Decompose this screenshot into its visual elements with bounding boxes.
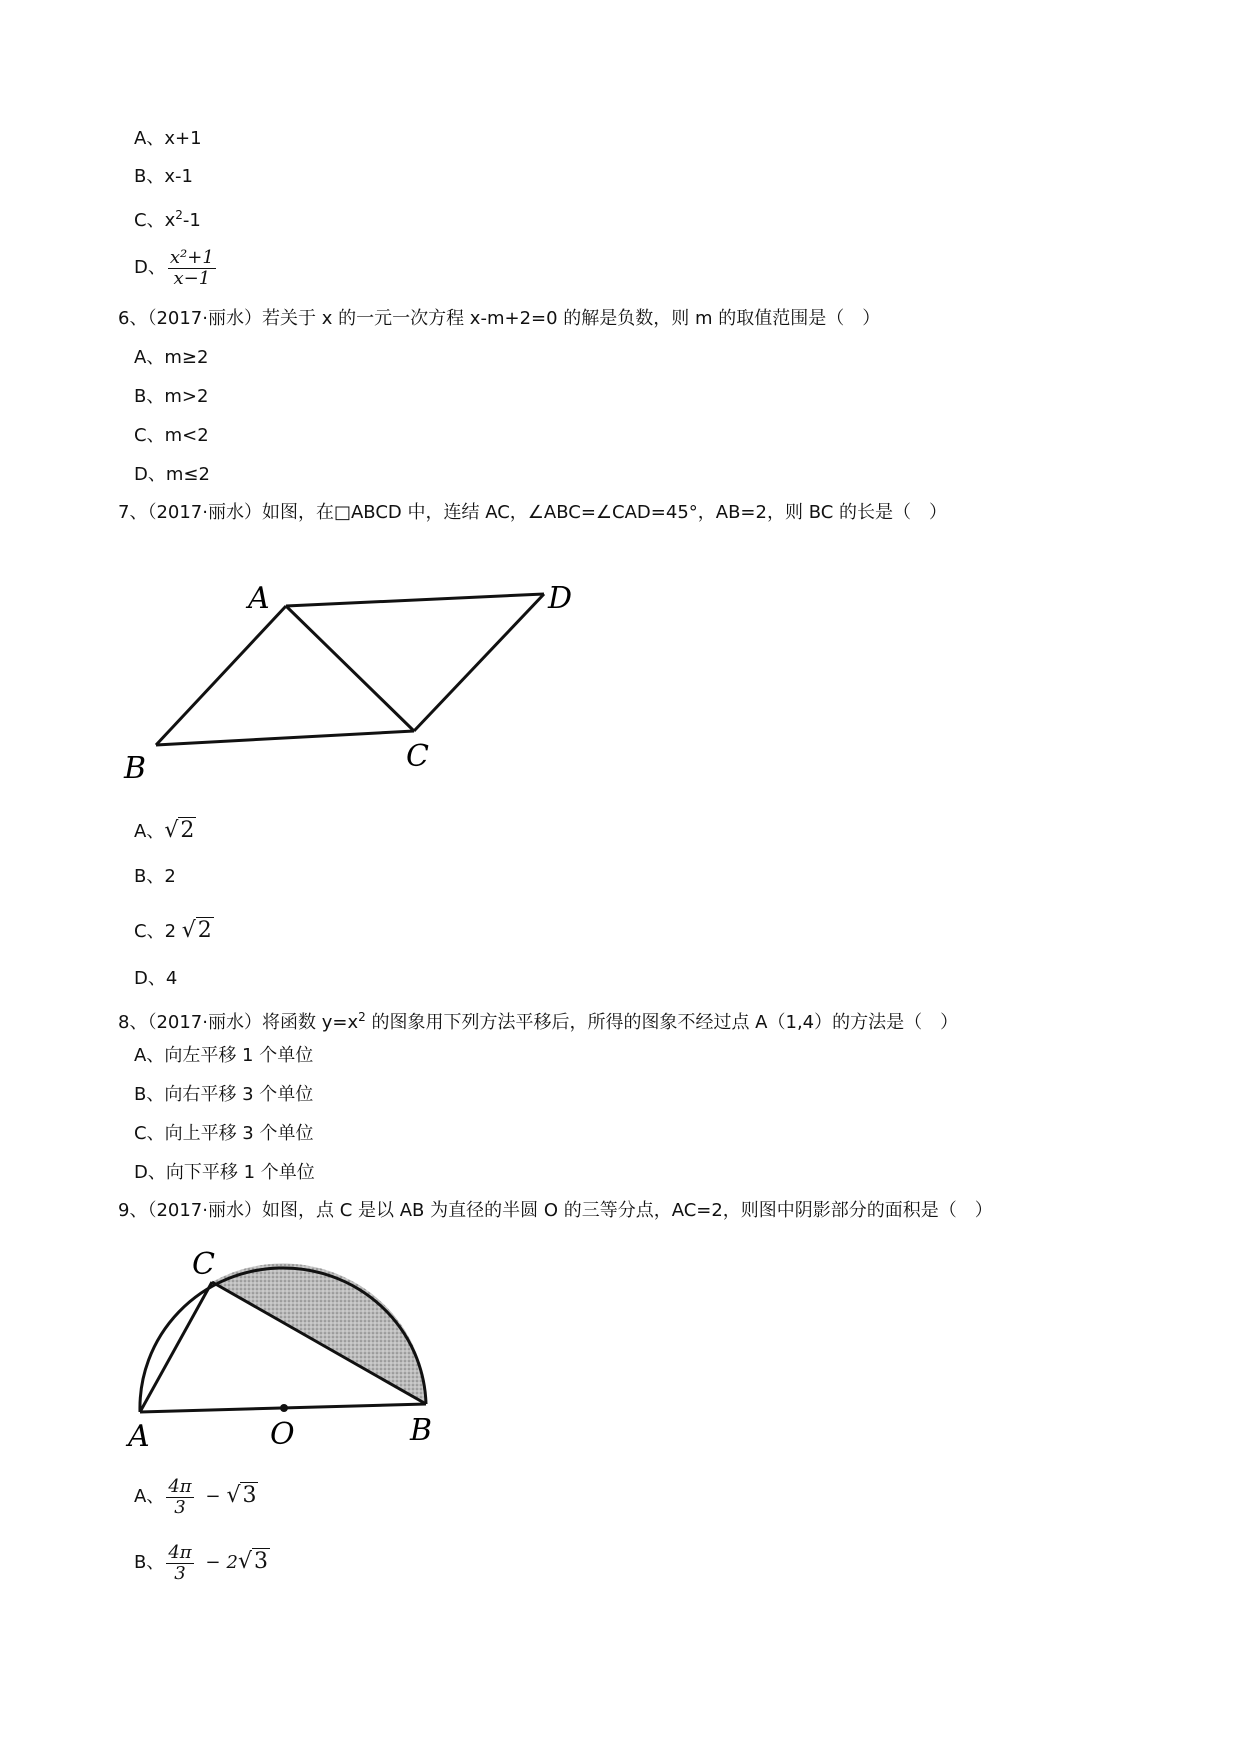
option-label: B、 bbox=[134, 166, 165, 187]
q9-option-b bbox=[134, 1540, 270, 1585]
edge-bc bbox=[156, 731, 414, 745]
q7-stem bbox=[118, 502, 947, 524]
fraction bbox=[166, 1477, 193, 1518]
question-text: 的图象用下列方法平移后，所得的图象不经过点 A（1,4）的方法是（ ） bbox=[365, 1012, 959, 1033]
option-label: B、 bbox=[134, 866, 165, 887]
q7-option-c bbox=[134, 914, 214, 949]
option-label: C、 bbox=[134, 210, 165, 231]
q5-option-b bbox=[134, 166, 193, 188]
q8-option-d bbox=[134, 1162, 315, 1184]
question-text: （2017·丽水）如图，点 C 是以 AB 为直径的半圆 O 的三等分点，AC=2，则图中阴影部分的面积是（ ） bbox=[147, 1200, 993, 1221]
edge-cd bbox=[414, 594, 544, 731]
option-label: D、 bbox=[134, 1162, 166, 1183]
option-label: A、 bbox=[134, 1045, 165, 1066]
q8-option-b bbox=[134, 1084, 313, 1106]
option-label: A、 bbox=[134, 347, 165, 368]
option-text: 2 bbox=[164, 866, 176, 887]
question-text: （2017·丽水）如图，在□ABCD 中，连结 AC，∠ABC=∠CAD=45°，AB=2，则 BC 的长是（ ） bbox=[147, 502, 948, 523]
question-number: 9、 bbox=[118, 1200, 148, 1221]
fraction-denominator: 3 bbox=[174, 1562, 186, 1584]
option-text: m>2 bbox=[164, 386, 209, 407]
radicand: 2 bbox=[197, 918, 212, 943]
question-number: 7、 bbox=[118, 502, 148, 523]
label-d: D bbox=[548, 581, 573, 616]
option-text: -1 bbox=[182, 210, 201, 231]
superscript: 2 bbox=[175, 208, 183, 222]
option-label: B、 bbox=[134, 1084, 165, 1105]
q5-option-d bbox=[134, 246, 216, 290]
option-label: B、 bbox=[134, 1552, 165, 1573]
square-root: √3 bbox=[237, 1549, 268, 1574]
option-text: 向左平移 1 个单位 bbox=[164, 1045, 314, 1066]
option-label: C、 bbox=[134, 425, 165, 446]
option-label: A、 bbox=[134, 821, 165, 842]
q7-option-b bbox=[134, 866, 176, 888]
radicand: 2 bbox=[180, 818, 195, 843]
question-number: 6、 bbox=[118, 308, 148, 329]
semicircle-figure bbox=[120, 1240, 450, 1450]
superscript: 2 bbox=[358, 1010, 366, 1024]
q7-option-a bbox=[134, 814, 196, 849]
q8-option-c bbox=[134, 1123, 313, 1145]
option-text: x-1 bbox=[164, 166, 193, 187]
option-text: 2 bbox=[164, 921, 177, 942]
option-label: C、 bbox=[134, 921, 165, 942]
option-text: m≤2 bbox=[165, 464, 210, 485]
option-text: x bbox=[164, 210, 176, 231]
q6-option-c bbox=[134, 425, 209, 447]
fraction-denominator: x−1 bbox=[173, 267, 211, 289]
q6-stem bbox=[118, 308, 880, 330]
coefficient: 2 bbox=[226, 1552, 238, 1573]
q5-option-c bbox=[134, 204, 201, 232]
question-number: 8、 bbox=[118, 1012, 148, 1033]
label-a: A bbox=[248, 581, 270, 616]
square-root: √3 bbox=[226, 1483, 257, 1508]
radicand: 3 bbox=[253, 1549, 268, 1574]
option-label: D、 bbox=[134, 968, 166, 989]
parallelogram-figure bbox=[120, 570, 590, 790]
fraction-denominator: 3 bbox=[174, 1496, 186, 1518]
q6-option-d bbox=[134, 464, 210, 486]
q8-stem bbox=[118, 1006, 958, 1034]
fraction-numerator: 4π bbox=[168, 1541, 192, 1563]
square-root: √2 bbox=[164, 818, 195, 843]
option-label: B、 bbox=[134, 386, 165, 407]
minus-sign: − bbox=[205, 1486, 221, 1507]
q5-option-a bbox=[134, 128, 202, 150]
q9-option-a bbox=[134, 1474, 258, 1519]
option-text: m≥2 bbox=[164, 347, 209, 368]
fraction bbox=[168, 248, 216, 289]
option-label: D、 bbox=[134, 257, 166, 278]
label-c: C bbox=[192, 1247, 215, 1282]
square-root: √2 bbox=[181, 918, 212, 943]
option-label: D、 bbox=[134, 464, 166, 485]
option-label: A、 bbox=[134, 128, 165, 149]
option-text: 4 bbox=[165, 968, 178, 989]
question-text: （2017·丽水）将函数 y=x bbox=[147, 1012, 359, 1033]
minus-sign: − bbox=[205, 1552, 221, 1573]
option-text: m<2 bbox=[164, 425, 209, 446]
edge-ab bbox=[156, 606, 286, 745]
q6-option-b bbox=[134, 386, 208, 408]
label-b: B bbox=[410, 1413, 433, 1448]
shaded-region bbox=[212, 1264, 426, 1404]
edge-ad bbox=[286, 594, 544, 606]
q6-option-a bbox=[134, 347, 208, 369]
q9-stem bbox=[118, 1200, 993, 1222]
radicand: 3 bbox=[242, 1483, 257, 1508]
label-b: B bbox=[124, 751, 147, 786]
fraction-numerator: x²+1 bbox=[169, 246, 214, 268]
q7-option-d bbox=[134, 968, 177, 990]
label-o: O bbox=[270, 1417, 295, 1450]
option-text: 向右平移 3 个单位 bbox=[164, 1084, 314, 1105]
option-text: 向下平移 1 个单位 bbox=[165, 1162, 315, 1183]
fraction-numerator: 4π bbox=[168, 1475, 192, 1497]
option-text: 向上平移 3 个单位 bbox=[164, 1123, 314, 1144]
option-text: x+1 bbox=[164, 128, 202, 149]
chord-ac bbox=[140, 1282, 212, 1412]
option-label: C、 bbox=[134, 1123, 165, 1144]
diagonal-ac bbox=[286, 606, 414, 731]
center-point-o bbox=[280, 1404, 288, 1412]
label-a: A bbox=[128, 1419, 150, 1450]
q8-option-a bbox=[134, 1045, 313, 1067]
fraction bbox=[166, 1543, 193, 1584]
label-c: C bbox=[406, 739, 429, 774]
question-text: （2017·丽水）若关于 x 的一元一次方程 x-m+2=0 的解是负数，则 m 的取值范围是（ ） bbox=[147, 308, 881, 329]
option-label: A、 bbox=[134, 1486, 165, 1507]
